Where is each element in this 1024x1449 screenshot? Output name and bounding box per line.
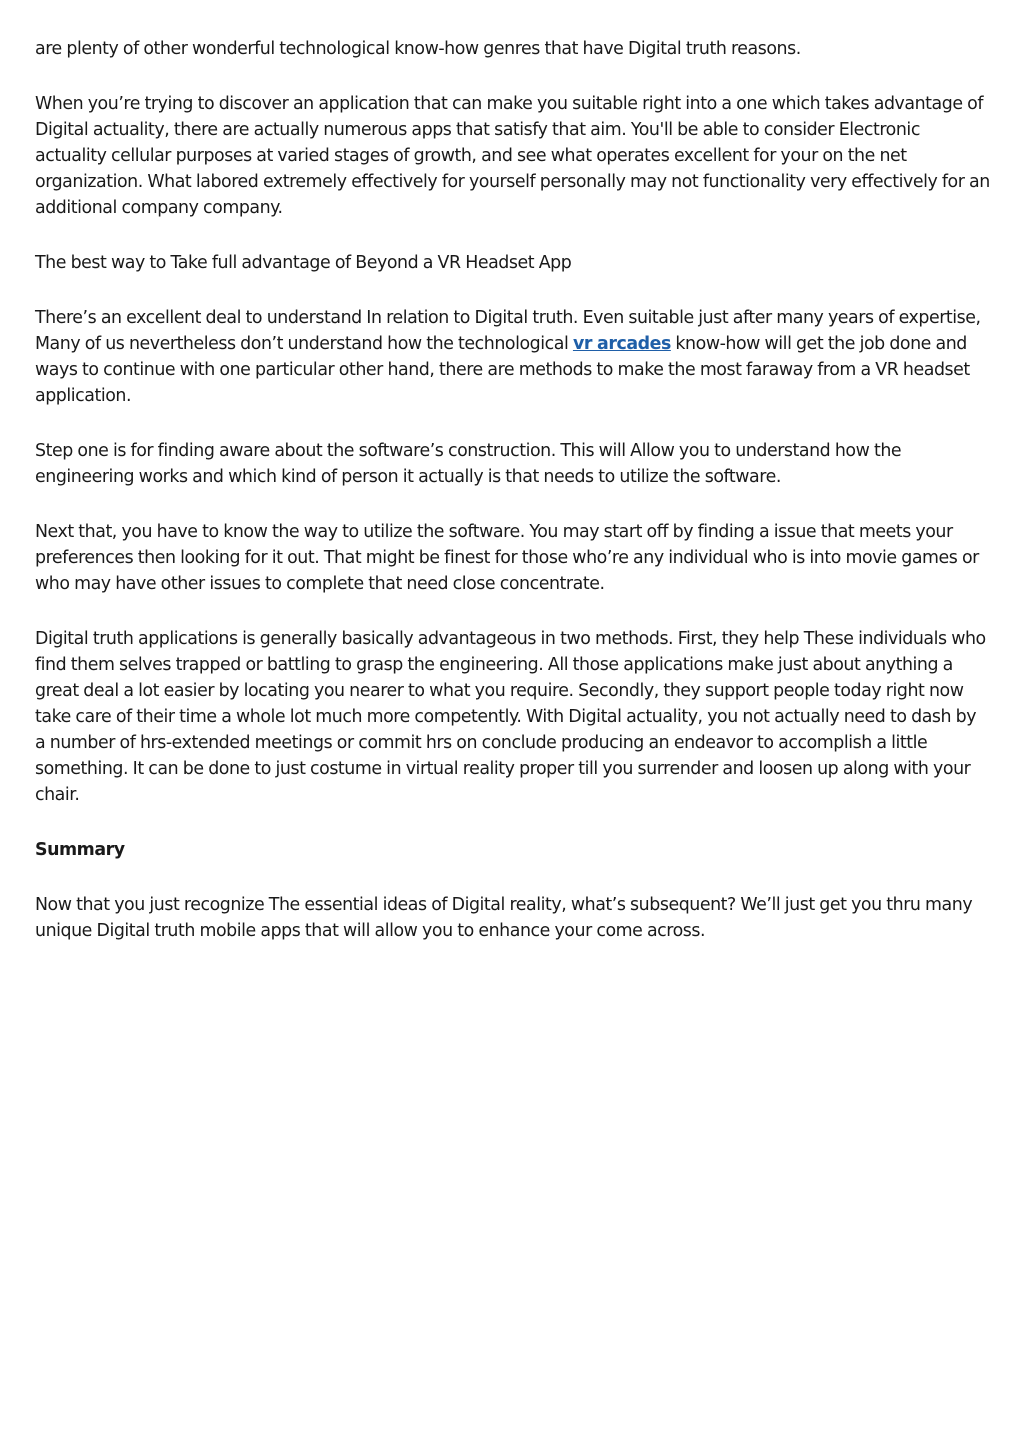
paragraph-8: Now that you just recognize The essential ideas of Digital reality, what’s subsequent? We’ll just get you thru many unique Digital truth mobile apps that will allow you to enhance your come across. xyxy=(35,895,973,941)
paragraph-1: are plenty of other wonderful technological know-how genres that have Digital truth reasons. xyxy=(35,39,801,59)
paragraph-5: Step one is for finding aware about the software’s construction. This will Allow you to understand how the engineering works and which kind of person it actually is that needs to utilize the software. xyxy=(35,441,902,487)
document-body xyxy=(35,36,990,973)
paragraph-4-text-after: know-how will get the job done and ways to continue with one particular other hand, there are methods to make the most faraway from a VR headset application. xyxy=(35,334,970,406)
paragraph-4-text-before: There’s an excellent deal to understand In relation to Digital truth. Even suitable just after many years of expertise, Many of us nevertheless don’t understand how the technological xyxy=(35,308,981,354)
paragraph-4 xyxy=(35,305,990,409)
vr-arcades-link[interactable]: vr arcades xyxy=(572,334,671,354)
paragraph-6: Next that, you have to know the way to utilize the software. You may start off by finding a issue that meets your preferences then looking for it out. That might be finest for those who’re any individual who is into movie games or who may have other issues to complete that need close concentrate. xyxy=(35,522,979,594)
summary-heading: Summary xyxy=(35,840,125,860)
paragraph-2: When you’re trying to discover an application that can make you suitable right into a one which takes advantage of Digital actuality, there are actually numerous apps that satisfy that aim. You'll be able to consider Electronic actuality cellular purposes at varied stages of growth, and see what operates excellent for your on the net organization. What labored extremely effectively for yourself personally may not functionality very effectively for an additional company company. xyxy=(35,94,990,218)
section-heading: The best way to Take full advantage of Beyond a VR Headset App xyxy=(35,253,572,273)
paragraph-7: Digital truth applications is generally basically advantageous in two methods. First, they help These individuals who find them selves trapped or battling to grasp the engineering. All those applications make just about anything a great deal a lot easier by locating you nearer to what you require. Secondly, they support people today right now take care of their time a whole lot much more competently. With Digital actuality, you not actually need to dash by a number of hrs-extended meetings or commit hrs on conclude producing an endeavor to accomplish a little something. It can be done to just costume in virtual reality proper till you surrender and loosen up along with your chair. xyxy=(35,629,986,805)
